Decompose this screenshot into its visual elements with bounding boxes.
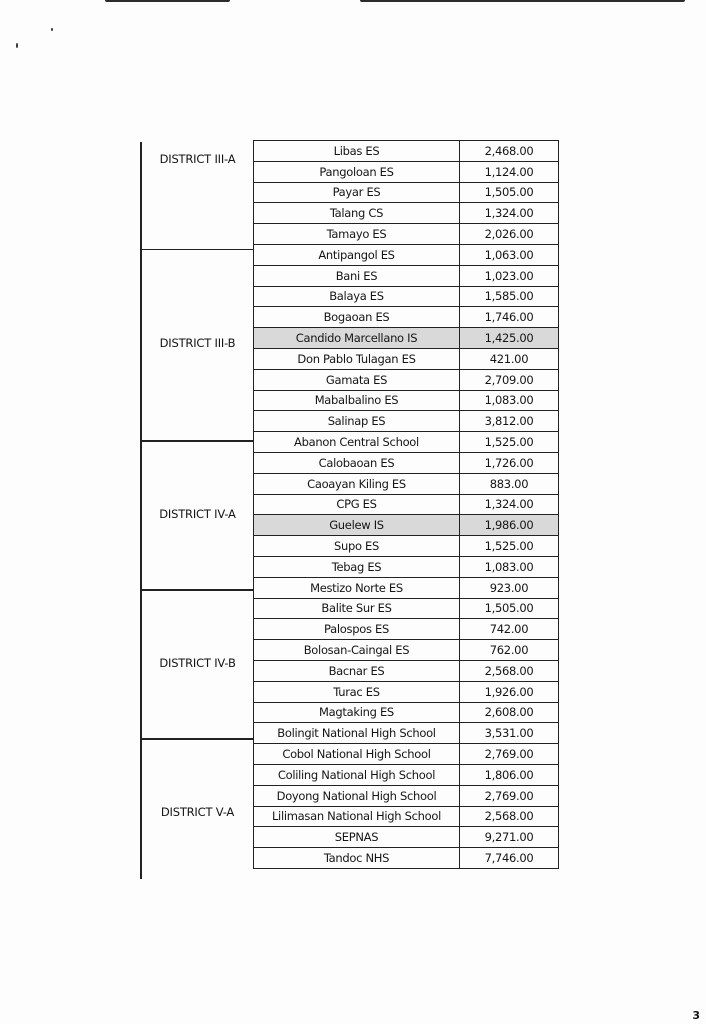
amount-cell: 1,324.00 xyxy=(460,203,559,224)
table-row xyxy=(254,556,559,577)
scan-edge-mark xyxy=(105,0,230,2)
amount-cell: 1,726.00 xyxy=(460,452,559,473)
school-name-cell: Balite Sur ES xyxy=(254,598,460,619)
table-row xyxy=(254,328,559,349)
table-row xyxy=(254,660,559,681)
scan-speck xyxy=(16,43,18,48)
school-name-cell: Bani ES xyxy=(254,265,460,286)
table-row xyxy=(254,452,559,473)
table-row xyxy=(254,848,559,869)
table-row xyxy=(254,411,559,432)
school-name-cell: Mabalbalino ES xyxy=(254,390,460,411)
district-label: DISTRICT IV-B xyxy=(159,655,236,670)
school-name-cell: Bolosan-Caingal ES xyxy=(254,640,460,661)
school-name-cell: Calobaoan ES xyxy=(254,452,460,473)
amount-cell: 1,324.00 xyxy=(460,494,559,515)
table-row xyxy=(254,265,559,286)
school-name-cell: Coliling National High School xyxy=(254,764,460,785)
amount-cell: 2,568.00 xyxy=(460,806,559,827)
table-row xyxy=(254,827,559,848)
amount-cell: 1,425.00 xyxy=(460,328,559,349)
amount-cell: 2,026.00 xyxy=(460,224,559,245)
table-row xyxy=(254,203,559,224)
school-name-cell: Bacnar ES xyxy=(254,660,460,681)
amount-cell: 3,812.00 xyxy=(460,411,559,432)
district-label: DISTRICT IV-A xyxy=(159,506,236,521)
amount-cell: 1,806.00 xyxy=(460,764,559,785)
table-row xyxy=(254,536,559,557)
school-name-cell: Lilimasan National High School xyxy=(254,806,460,827)
school-name-cell: Bolingit National High School xyxy=(254,723,460,744)
table-row xyxy=(254,161,559,182)
school-name-cell: Tandoc NHS xyxy=(254,848,460,869)
table-row xyxy=(254,681,559,702)
amount-cell: 1,525.00 xyxy=(460,536,559,557)
table-row xyxy=(254,806,559,827)
school-name-cell: Gamata ES xyxy=(254,369,460,390)
scan-edge-mark xyxy=(360,0,685,2)
amount-cell: 1,986.00 xyxy=(460,515,559,536)
scan-speck xyxy=(51,28,53,31)
amount-cell: 421.00 xyxy=(460,348,559,369)
district-separator xyxy=(140,249,253,251)
school-name-cell: Caoayan Kiling ES xyxy=(254,473,460,494)
amount-cell: 2,709.00 xyxy=(460,369,559,390)
district-group xyxy=(140,589,253,738)
school-allocation-table xyxy=(253,140,559,869)
school-name-cell: Salinap ES xyxy=(254,411,460,432)
table-row xyxy=(254,369,559,390)
school-name-cell: Doyong National High School xyxy=(254,785,460,806)
district-group xyxy=(140,142,253,249)
table-row xyxy=(254,348,559,369)
amount-cell: 883.00 xyxy=(460,473,559,494)
amount-cell: 1,124.00 xyxy=(460,161,559,182)
amount-cell: 1,083.00 xyxy=(460,390,559,411)
school-name-cell: Cobol National High School xyxy=(254,744,460,765)
amount-cell: 1,746.00 xyxy=(460,307,559,328)
page-number: 3 xyxy=(692,1009,700,1022)
amount-cell: 762.00 xyxy=(460,640,559,661)
school-name-cell: Pangoloan ES xyxy=(254,161,460,182)
school-name-cell: SEPNAS xyxy=(254,827,460,848)
table-row xyxy=(254,182,559,203)
school-name-cell: Palospos ES xyxy=(254,619,460,640)
school-name-cell: Mestizo Norte ES xyxy=(254,577,460,598)
amount-cell: 1,585.00 xyxy=(460,286,559,307)
school-name-cell: Tamayo ES xyxy=(254,224,460,245)
table-row xyxy=(254,515,559,536)
school-name-cell: Magtaking ES xyxy=(254,702,460,723)
school-name-cell: Don Pablo Tulagan ES xyxy=(254,348,460,369)
table-row xyxy=(254,307,559,328)
table-row xyxy=(254,764,559,785)
table-row xyxy=(254,432,559,453)
district-group xyxy=(140,738,253,887)
district-label: DISTRICT V-A xyxy=(160,804,235,819)
amount-cell: 7,746.00 xyxy=(460,848,559,869)
amount-cell: 2,608.00 xyxy=(460,702,559,723)
table-row xyxy=(254,723,559,744)
amount-cell: 2,568.00 xyxy=(460,660,559,681)
amount-cell: 2,468.00 xyxy=(460,141,559,162)
amount-cell: 1,083.00 xyxy=(460,556,559,577)
amount-cell: 1,505.00 xyxy=(460,598,559,619)
school-name-cell: Guelew IS xyxy=(254,515,460,536)
table-row xyxy=(254,577,559,598)
school-name-cell: CPG ES xyxy=(254,494,460,515)
table-row xyxy=(254,494,559,515)
amount-cell: 2,769.00 xyxy=(460,785,559,806)
school-name-cell: Talang CS xyxy=(254,203,460,224)
school-name-cell: Candido Marcellano IS xyxy=(254,328,460,349)
school-name-cell: Bogaoan ES xyxy=(254,307,460,328)
table-row xyxy=(254,702,559,723)
school-name-cell: Supo ES xyxy=(254,536,460,557)
school-name-cell: Abanon Central School xyxy=(254,432,460,453)
table-row xyxy=(254,390,559,411)
school-name-cell: Balaya ES xyxy=(254,286,460,307)
table-row xyxy=(254,286,559,307)
table-row xyxy=(254,744,559,765)
amount-cell: 742.00 xyxy=(460,619,559,640)
table-row xyxy=(254,785,559,806)
amount-cell: 923.00 xyxy=(460,577,559,598)
school-name-cell: Tebag ES xyxy=(254,556,460,577)
amount-cell: 1,023.00 xyxy=(460,265,559,286)
district-separator xyxy=(140,440,253,442)
district-label: DISTRICT III-A xyxy=(159,152,236,166)
school-name-cell: Payar ES xyxy=(254,182,460,203)
district-group xyxy=(140,440,253,589)
amount-cell: 1,525.00 xyxy=(460,432,559,453)
district-group xyxy=(140,249,253,441)
district-separator xyxy=(140,589,253,591)
amount-cell: 1,063.00 xyxy=(460,244,559,265)
amount-cell: 2,769.00 xyxy=(460,744,559,765)
table-row xyxy=(254,598,559,619)
school-name-cell: Libas ES xyxy=(254,141,460,162)
amount-cell: 9,271.00 xyxy=(460,827,559,848)
amount-cell: 1,926.00 xyxy=(460,681,559,702)
amount-cell: 3,531.00 xyxy=(460,723,559,744)
district-label: DISTRICT III-B xyxy=(159,336,236,351)
table-row xyxy=(254,640,559,661)
table-row xyxy=(254,224,559,245)
table-row xyxy=(254,141,559,162)
school-name-cell: Turac ES xyxy=(254,681,460,702)
school-name-cell: Antipangol ES xyxy=(254,244,460,265)
amount-cell: 1,505.00 xyxy=(460,182,559,203)
district-column xyxy=(140,142,253,879)
table-row xyxy=(254,244,559,265)
table-row xyxy=(254,619,559,640)
table-row xyxy=(254,473,559,494)
district-separator xyxy=(140,738,253,740)
